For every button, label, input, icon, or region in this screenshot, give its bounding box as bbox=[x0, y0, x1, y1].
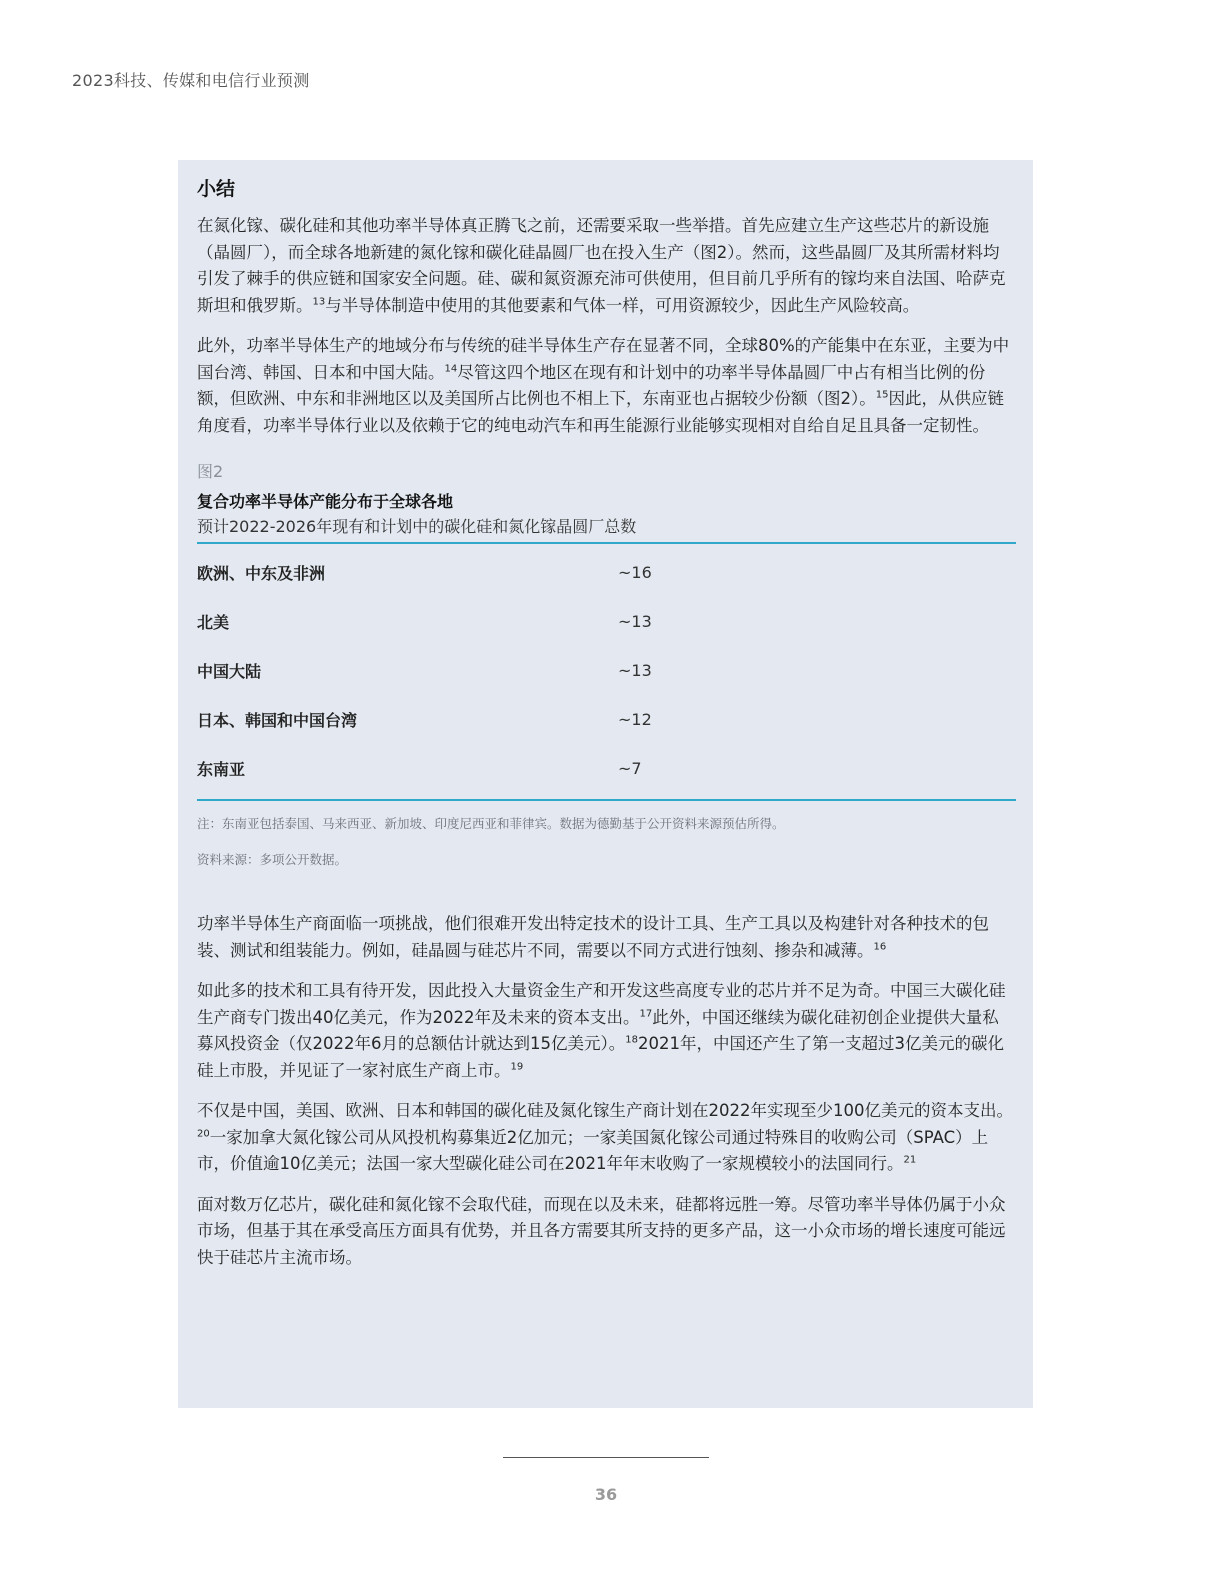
figure-2 bbox=[197, 461, 1015, 869]
section-heading: 小结 bbox=[197, 178, 236, 200]
paragraph-1-text-2: 与半导体制造中使用的其他要素和气体一样，可用资源较少，因此生产风险较高。 bbox=[325, 295, 920, 315]
footnote-ref-15: 15 bbox=[875, 389, 889, 401]
table-row bbox=[197, 597, 1016, 646]
footer-divider bbox=[503, 1457, 709, 1458]
paragraph-6 bbox=[197, 1192, 1015, 1272]
figure-subtitle: 预计2022-2026年现有和计划中的碳化硅和氮化镓晶圆厂总数 bbox=[197, 517, 637, 536]
footnote-ref-13: 13 bbox=[312, 296, 326, 307]
table-row bbox=[197, 548, 1016, 597]
figure-table bbox=[197, 542, 1016, 801]
paragraph-5-text: 不仅是中国，美国、欧洲、日本和韩国的碳化硅及氮化镓生产商计划在2022年实现至少100亿美元的资本支出。 bbox=[197, 1101, 1013, 1120]
page-number: 36 bbox=[594, 1485, 618, 1504]
paragraph-4-text-3: 2021年，中国还产生了第一支超过3亿美元的碳化硅上市股，并见证了一家衬底生产商上市。 bbox=[197, 1034, 1004, 1080]
footnote-ref-21: 21 bbox=[903, 1154, 917, 1166]
figure-note: 注：东南亚包括泰国、马来西亚、新加坡、印度尼西亚和菲律宾。数据为德勤基于公开资料来源预估所得。 bbox=[197, 816, 785, 831]
paragraph-2-text: 此外，功率半导体生产的地域分布与传统的硅半导体生产存在显著不同，全球80%的产能集中在东亚，主要为中国台湾、韩国、日本和中国大陆。 bbox=[197, 336, 1010, 382]
footnote-ref-19: 19 bbox=[510, 1061, 524, 1072]
paragraph-5-text-2: 一家加拿大氮化镓公司从风投机构募集近2亿加元；一家美国氮化镓公司通过特殊目的收购公司（SPAC）上市，价值逾10亿美元；法国一家大型碳化硅公司在2021年年末收购了一家规模较小的法国同行。 bbox=[197, 1127, 989, 1173]
footnote-ref-20: 20 bbox=[197, 1128, 210, 1139]
footnote-ref-16: 16 bbox=[873, 941, 887, 952]
figure-source: 资料来源：多项公开数据。 bbox=[197, 852, 348, 867]
summary-panel bbox=[178, 160, 1033, 1408]
paragraph-3-text: 功率半导体生产商面临一项挑战，他们很难开发出特定技术的设计工具、生产工具以及构建针对各种技术的包装、测试和组装能力。例如，硅晶圆与硅芯片不同，需要以不同方式进行蚀刻、掺杂和减薄。 bbox=[197, 914, 989, 960]
footnote-ref-17: 17 bbox=[639, 1008, 653, 1019]
table-row bbox=[197, 646, 1016, 695]
region-label: 中国大陆 bbox=[197, 662, 262, 681]
paragraph-2-text-3: 因此，从供应链角度看，功率半导体行业以及依赖于它的纯电动汽车和再生能源行业能够实现相对自给自足且具备一定韧性。 bbox=[197, 389, 1004, 435]
paragraph-1-text: 在氮化镓、碳化硅和其他功率半导体真正腾飞之前，还需要采取一些举措。首先应建立生产这些芯片的新设施（晶圆厂），而全球各地新建的氮化镓和碳化硅晶圆厂也在投入生产（图2）。然而，这些晶圆厂及其所需材料均引发了棘手的供应链和国家安全问题。硅、碳和氮资源充沛可供使用，但目前几乎所有的镓均来自法国、哈萨克斯坦和俄罗斯。 bbox=[197, 216, 1006, 315]
figure-label: 图2 bbox=[197, 462, 224, 481]
fab-count: ~12 bbox=[618, 710, 652, 729]
paragraph-4-text: 如此多的技术和工具有待开发，因此投入大量资金生产和开发这些高度专业的芯片并不足为奇。中国三大碳化硅生产商专门拨出40亿美元，作为2022年及未来的资本支出。 bbox=[197, 981, 1006, 1027]
paragraph-2-text-2: 尽管这四个地区在现有和计划中的功率半导体晶圆厂中占有相当比例的份额，但欧洲、中东和非洲地区以及美国所占比例也不相上下，东南亚也占据较少份额（图2）。 bbox=[197, 362, 986, 408]
region-label: 东南亚 bbox=[197, 760, 246, 779]
region-label: 日本、韩国和中国台湾 bbox=[197, 711, 358, 730]
paragraph-1 bbox=[197, 213, 1015, 319]
table-row bbox=[197, 744, 1016, 793]
fab-count: ~13 bbox=[618, 612, 652, 631]
region-label: 北美 bbox=[197, 613, 230, 632]
paragraph-2 bbox=[197, 333, 1015, 439]
figure-title: 复合功率半导体产能分布于全球各地 bbox=[197, 492, 454, 511]
fab-count: ~16 bbox=[618, 563, 652, 582]
paragraph-6-text: 面对数万亿芯片，碳化硅和氮化镓不会取代硅，而现在以及未来，硅都将远胜一筹。尽管功率半导体仍属于小众市场，但基于其在承受高压方面具有优势，并且各方需要其所支持的更多产品，这一小众市场的增长速度可能远快于硅芯片主流市场。 bbox=[197, 1194, 1006, 1267]
paragraph-4-text-2: 此外，中国还继续为碳化硅初创企业提供大量私募风投资金（仅2022年6月的总额估计就达到15亿美元）。 bbox=[197, 1007, 999, 1053]
footnote-ref-14: 14 bbox=[444, 363, 458, 374]
fab-count: ~7 bbox=[618, 759, 642, 778]
footnote-ref-18: 18 bbox=[625, 1034, 638, 1046]
region-label: 欧洲、中东及非洲 bbox=[197, 564, 326, 583]
paragraph-4 bbox=[197, 978, 1015, 1084]
fab-count: ~13 bbox=[618, 661, 652, 680]
running-header: 2023科技、传媒和电信行业预测 bbox=[72, 71, 310, 90]
paragraph-3 bbox=[197, 911, 1015, 964]
paragraph-5 bbox=[197, 1098, 1015, 1178]
table-row bbox=[197, 695, 1016, 744]
